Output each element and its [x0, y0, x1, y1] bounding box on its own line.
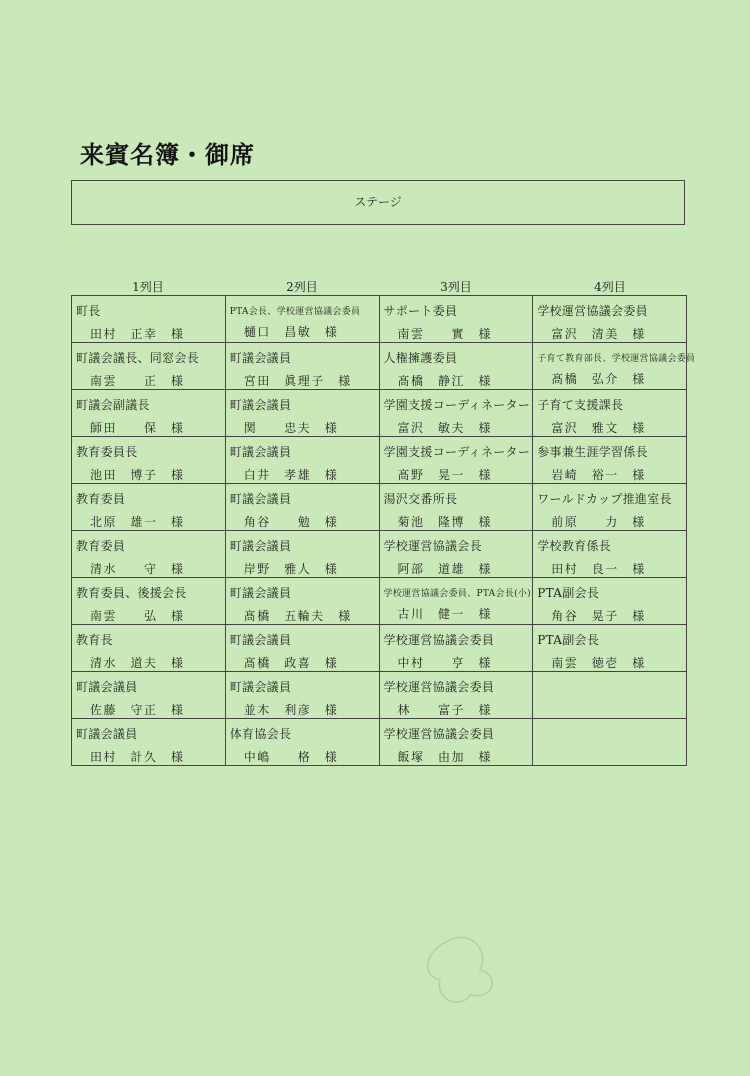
guest-cell: [379, 719, 533, 766]
guest-cell: [72, 437, 226, 484]
page-title: 来賓名簿・御席: [80, 141, 255, 169]
guest-name: 阿部 道雄 様: [397, 562, 493, 576]
guest-cell: [72, 672, 226, 719]
guest-name: 岸野 雅人 様: [243, 562, 339, 576]
guest-role: 学園支援コーディネーター: [383, 445, 531, 459]
guest-role: 学校教育係長: [537, 539, 612, 553]
guest-cell: [379, 296, 533, 343]
guest-cell: [225, 390, 379, 437]
guest-role: 町議会議員: [76, 727, 138, 741]
guest-cell: [72, 484, 226, 531]
guest-role: 町議会議員: [229, 445, 292, 459]
guest-name: 髙橋 五輪夫 様: [243, 609, 352, 623]
guest-name: 角谷 勉 様: [243, 515, 339, 529]
guest-name: 清水 道夫 様: [90, 656, 185, 670]
guest-role: 学校運営協議会委員: [383, 680, 495, 694]
faded-background-illustration: [90, 930, 650, 1010]
guest-role: 学園支援コーディネーター: [383, 398, 531, 412]
guest-name: 樋口 昌敏 様: [243, 325, 339, 339]
column-header: 1列目: [132, 280, 164, 294]
guest-name: 前原 力 様: [551, 515, 646, 529]
guest-cell: [225, 531, 379, 578]
guest-name: 佐藤 守正 様: [90, 703, 185, 717]
stage-box: [71, 180, 685, 225]
guest-cell: [379, 390, 533, 437]
guest-role: 町議会副議長: [76, 398, 150, 412]
guest-role: 町議会議員: [229, 492, 292, 506]
guest-role: 町議会議員: [229, 398, 292, 412]
guest-role: 町議会議員: [229, 680, 292, 694]
guest-name: 田村 正幸 様: [90, 327, 185, 341]
guest-name: 髙橋 静江 様: [397, 374, 493, 388]
guest-role: 町議会議員: [229, 586, 292, 600]
guest-cell: [225, 578, 379, 625]
guest-name: 菊池 隆博 様: [397, 515, 493, 529]
guest-name: 南雲 弘 様: [90, 609, 185, 623]
guest-role: 学校運営協議会委員: [537, 304, 648, 318]
guest-cell: [379, 484, 533, 531]
guest-cell: [533, 296, 687, 343]
guest-name: 宮田 眞理子 様: [243, 374, 352, 388]
guest-cell: [379, 531, 533, 578]
table-row: [72, 390, 687, 437]
guest-role: 湯沢交番所長: [383, 492, 458, 506]
guest-cell: [225, 484, 379, 531]
table-row: [72, 719, 687, 766]
guest-name: 池田 博子 様: [90, 468, 185, 482]
guest-name: 田村 良一 様: [551, 562, 646, 576]
guest-name: 角谷 晃子 様: [551, 609, 646, 623]
column-header: 3列目: [440, 280, 472, 294]
guest-role: 参事兼生涯学習係長: [537, 445, 648, 459]
table-row: [72, 531, 687, 578]
column-headers: [71, 278, 687, 295]
guest-name: 清水 守 様: [90, 562, 185, 576]
guest-cell: [72, 390, 226, 437]
table-row: [72, 625, 687, 672]
guest-cell: [533, 719, 687, 766]
guest-name: 髙橋 弘介 様: [551, 372, 646, 386]
guest-role: 町議会議員: [76, 680, 138, 694]
guest-name: 髙野 晃一 様: [397, 468, 493, 482]
guest-name: 田村 計久 様: [90, 750, 185, 764]
guest-cell: [533, 437, 687, 484]
guest-cell: [379, 625, 533, 672]
guest-name: 髙橋 政喜 様: [243, 656, 339, 670]
table-row: [72, 437, 687, 484]
guest-role: 教育委員長: [76, 445, 138, 459]
guest-role: 町議会議員: [229, 539, 292, 553]
table-row: [72, 296, 687, 343]
guest-name: 中嶋 格 様: [243, 750, 339, 764]
guest-cell: [225, 672, 379, 719]
guest-cell: [379, 578, 533, 625]
guest-role: 学校運営協議会委員: [383, 727, 495, 741]
guest-role: ワールドカップ推進室長: [537, 492, 672, 506]
guest-cell: [533, 672, 687, 719]
guest-role: PTA会長、学校運営協議会委員: [229, 307, 361, 317]
guest-name: 南雲 正 様: [90, 374, 185, 388]
guest-role: 町議会議長、同窓会長: [76, 351, 200, 365]
guest-name: 飯塚 由加 様: [397, 750, 493, 764]
stage-label: ステージ: [354, 195, 402, 209]
guest-name: 並木 利彦 様: [243, 703, 339, 717]
guest-cell: [72, 719, 226, 766]
guest-role: 町議会議員: [229, 351, 292, 365]
guest-name: 白井 孝雄 様: [243, 468, 339, 482]
guest-role: 教育委員、後援会長: [76, 586, 187, 600]
guest-cell: [379, 437, 533, 484]
guest-cell: [533, 484, 687, 531]
guest-cell: [379, 343, 533, 390]
guest-role: サポート委員: [383, 304, 458, 318]
guest-name: 北原 雄一 様: [90, 515, 185, 529]
guest-name: 林 富子 様: [397, 703, 493, 717]
table-row: [72, 484, 687, 531]
guest-cell: [379, 672, 533, 719]
table-row: [72, 578, 687, 625]
guest-name: 関 忠夫 様: [243, 421, 339, 435]
guest-role: 子育て教育部長、学校運営協議会委員: [537, 354, 696, 364]
guest-name: 古川 健一 様: [397, 607, 493, 621]
table-row: [72, 672, 687, 719]
guest-name: 富沢 雅文 様: [551, 421, 646, 435]
guest-role: 学校運営協議会委員: [383, 633, 495, 647]
guest-role: 町議会議員: [229, 633, 292, 647]
guest-name: 師田 保 様: [90, 421, 185, 435]
seating-table: [71, 295, 696, 766]
guest-cell: [533, 531, 687, 578]
guest-role: 教育委員: [76, 492, 126, 506]
guest-role: 人権擁護委員: [383, 351, 458, 365]
guest-cell: [533, 390, 687, 437]
guest-name: 南雲 徳壱 様: [551, 656, 646, 670]
guest-role: 体育協会長: [229, 727, 292, 741]
guest-cell: [225, 625, 379, 672]
guest-name: 岩崎 裕一 様: [551, 468, 646, 482]
guest-cell: [72, 296, 226, 343]
guest-role: PTA副会長: [537, 586, 600, 600]
guest-role: PTA副会長: [537, 633, 600, 647]
guest-name: 富沢 清美 様: [551, 327, 646, 341]
guest-cell: [225, 719, 379, 766]
column-header: 4列目: [594, 280, 626, 294]
table-row: [72, 343, 687, 390]
guest-cell: [533, 578, 687, 625]
guest-cell: [225, 437, 379, 484]
guest-name: 富沢 敏夫 様: [397, 421, 493, 435]
guest-role: 学校運営協議会委員、PTA会長(小): [383, 589, 531, 599]
guest-cell: [72, 625, 226, 672]
guest-cell: [533, 343, 696, 390]
guest-name: 南雲 實 様: [397, 327, 493, 341]
guest-name: 中村 亨 様: [397, 656, 493, 670]
guest-cell: [225, 296, 379, 343]
guest-role: 教育委員: [76, 539, 126, 553]
guest-role: 教育長: [76, 633, 113, 647]
guest-cell: [72, 578, 226, 625]
guest-cell: [72, 531, 226, 578]
guest-cell: [533, 625, 687, 672]
guest-cell: [72, 343, 226, 390]
guest-cell: [225, 343, 379, 390]
guest-role: 町長: [76, 304, 101, 318]
guest-role: 学校運営協議会長: [383, 539, 482, 553]
guest-role: 子育て支援課長: [537, 398, 624, 412]
column-header: 2列目: [286, 280, 318, 294]
